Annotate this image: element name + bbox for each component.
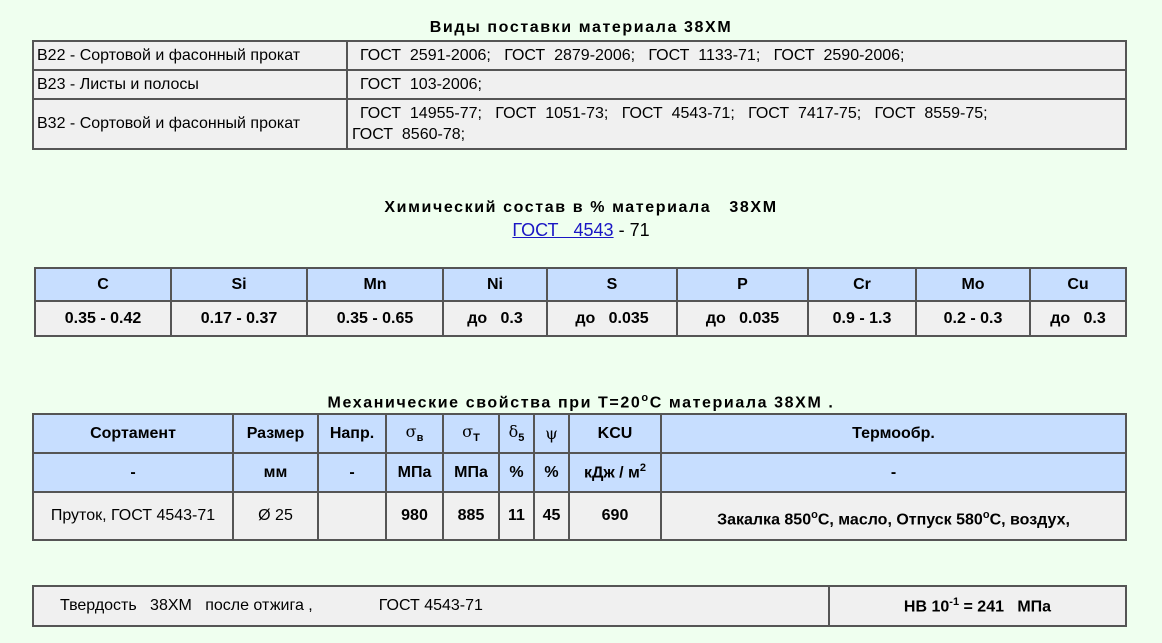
cell-kcu: 690	[569, 492, 661, 540]
delta-sub: 5	[518, 432, 525, 445]
table-row	[33, 414, 1126, 453]
supply-title: Виды поставки материала 38ХМ	[429, 19, 733, 36]
degree-mark: o	[641, 392, 650, 404]
element-value: 0.2 - 0.3	[916, 301, 1030, 336]
element-header: Mn	[307, 268, 443, 301]
col-treatment: Термообр.	[661, 414, 1126, 453]
unit-size: мм	[233, 453, 318, 492]
table-row	[33, 41, 1126, 70]
unit-kcu	[569, 453, 661, 492]
supply-table	[32, 40, 1127, 150]
treatment-text: Закалка 850	[717, 511, 812, 529]
unit-direction: -	[318, 453, 386, 492]
unit-delta: %	[499, 453, 534, 492]
element-header: Ni	[443, 268, 547, 301]
unit-treatment: -	[661, 453, 1126, 492]
table-row	[33, 492, 1126, 540]
unit-sigma-t: МПа	[443, 453, 499, 492]
table-row	[33, 70, 1126, 99]
table-row	[33, 453, 1126, 492]
mechanics-title-text: Механические свойства при Т=20	[327, 394, 642, 412]
treatment-text: C, масло, Отпуск 580	[817, 511, 983, 529]
cell-psi: 45	[534, 492, 569, 540]
sigma-b-sub: в	[416, 432, 424, 445]
element-header: Mo	[916, 268, 1030, 301]
gost-suffix: - 71	[613, 220, 650, 240]
cell-size: Ø 25	[233, 492, 318, 540]
col-delta	[499, 414, 534, 453]
chemistry-title: Химический состав в % материала 38ХМ	[384, 199, 778, 216]
element-header: Cr	[808, 268, 916, 301]
cell-treatment	[661, 492, 1126, 540]
delta-symbol: δ	[508, 422, 519, 442]
supply-type: B23 - Листы и полосы	[33, 70, 347, 99]
treatment-text: C, воздух,	[989, 511, 1070, 529]
supply-type: B22 - Сортовой и фасонный прокат	[33, 41, 347, 70]
col-sortament: Сортамент	[33, 414, 233, 453]
mechanics-table	[32, 413, 1127, 541]
element-header: Si	[171, 268, 307, 301]
element-value: до 0.3	[443, 301, 547, 336]
element-value: 0.9 - 1.3	[808, 301, 916, 336]
element-value: 0.35 - 0.42	[35, 301, 171, 336]
kcu-unit-text: кДж / м	[583, 464, 640, 482]
element-value: до 0.3	[1030, 301, 1126, 336]
supply-standards-line: ГОСТ 14955-77; ГОСТ 1051-73; ГОСТ 4543-71; ГОСТ 7417-75; ГОСТ 8559-75;	[360, 105, 988, 122]
kcu-unit-sup: 2	[639, 462, 647, 475]
supply-type: B32 - Сортовой и фасонный прокат	[33, 99, 347, 149]
unit-psi: %	[534, 453, 569, 492]
col-psi	[534, 414, 569, 453]
cell-direction	[318, 492, 386, 540]
gost-link[interactable]: ГОСТ 4543	[512, 220, 614, 240]
element-header: Cu	[1030, 268, 1126, 301]
supply-standards	[347, 99, 1126, 149]
element-value: до 0.035	[677, 301, 808, 336]
mechanics-title	[0, 392, 1162, 412]
table-row	[35, 268, 1126, 301]
hardness-standard: ГОСТ 4543-71	[378, 597, 483, 614]
supply-standards: ГОСТ 2591-2006; ГОСТ 2879-2006; ГОСТ 1133-71; ГОСТ 2590-2006;	[347, 41, 1126, 70]
unit-sortament: -	[33, 453, 233, 492]
hardness-label: Твердость 38ХМ после отжига ,	[60, 597, 313, 614]
element-value: 0.17 - 0.37	[171, 301, 307, 336]
table-row	[33, 99, 1126, 149]
chemistry-table	[34, 267, 1127, 337]
sigma-symbol: σ	[405, 422, 417, 442]
hardness-table	[32, 585, 1127, 627]
cell-sigma-b: 980	[386, 492, 443, 540]
table-row	[35, 301, 1126, 336]
element-header: P	[677, 268, 808, 301]
sigma-t-sub: T	[473, 432, 480, 445]
hardness-label-cell	[33, 586, 829, 626]
hardness-value-sup: -1	[949, 595, 960, 608]
psi-symbol: ψ	[545, 423, 558, 443]
chemistry-standard	[0, 220, 1162, 241]
col-kcu: KCU	[569, 414, 661, 453]
element-value: до 0.035	[547, 301, 677, 336]
cell-sigma-t: 885	[443, 492, 499, 540]
degree-mark: o	[982, 508, 990, 521]
col-sigma-b	[386, 414, 443, 453]
cell-sortament: Пруток, ГОСТ 4543-71	[33, 492, 233, 540]
hardness-value	[829, 586, 1126, 626]
supply-standards: ГОСТ 103-2006;	[347, 70, 1126, 99]
mechanics-title-text: С материала 38ХМ .	[649, 394, 835, 412]
unit-sigma-b: МПа	[386, 453, 443, 492]
table-row	[33, 586, 1126, 626]
cell-delta: 11	[499, 492, 534, 540]
col-size: Размер	[233, 414, 318, 453]
degree-mark: o	[811, 508, 818, 521]
hardness-value-text: = 241 МПа	[959, 598, 1052, 616]
col-sigma-t	[443, 414, 499, 453]
element-value: 0.35 - 0.65	[307, 301, 443, 336]
hardness-value-text: HB 10	[903, 598, 950, 616]
element-header: S	[547, 268, 677, 301]
element-header: C	[35, 268, 171, 301]
col-direction: Напр.	[318, 414, 386, 453]
supply-standards-line: ГОСТ 8560-78;	[352, 126, 466, 143]
sigma-symbol: σ	[462, 422, 474, 442]
